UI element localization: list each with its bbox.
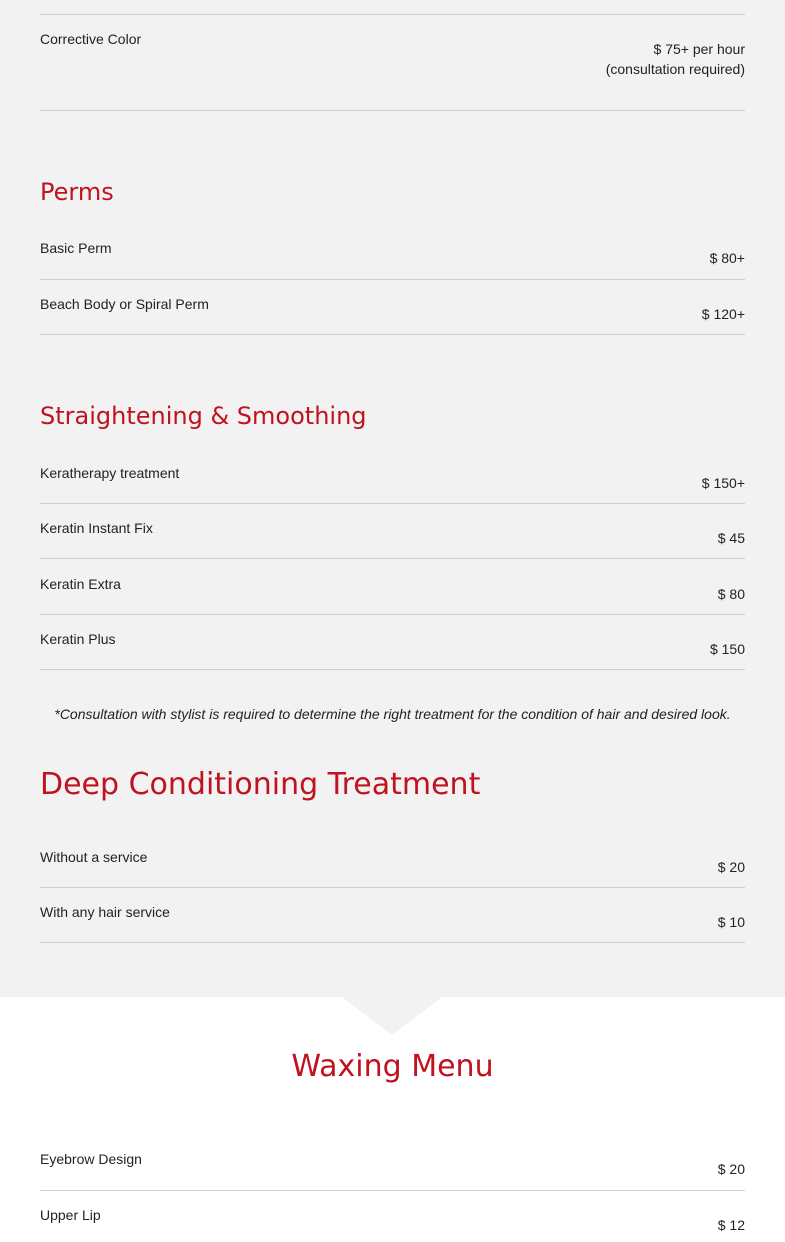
section-title-perms: Perms <box>40 178 114 206</box>
service-name: Upper Lip <box>40 1207 101 1223</box>
divider <box>40 14 745 15</box>
service-price: $ 150+ <box>701 475 745 491</box>
divider <box>40 110 745 111</box>
service-name: Beach Body or Spiral Perm <box>40 296 209 312</box>
section-notch-arrow <box>342 997 442 1035</box>
service-price: $ 10 <box>717 914 745 930</box>
service-name: With any hair service <box>40 904 170 920</box>
service-name-corrective-color: Corrective Color <box>40 31 142 47</box>
section-title-waxing: Waxing Menu <box>291 1049 494 1084</box>
divider <box>40 558 745 559</box>
divider <box>40 669 745 670</box>
service-name: Basic Perm <box>40 240 112 256</box>
service-name: Keratin Instant Fix <box>40 520 153 536</box>
service-price: $ 45 <box>717 530 745 546</box>
service-name: Without a service <box>40 849 148 865</box>
service-name: Keratherapy treatment <box>40 465 180 481</box>
divider <box>40 279 745 280</box>
service-price: $ 120+ <box>701 306 745 322</box>
service-price: $ 80 <box>717 586 745 602</box>
divider <box>40 887 745 888</box>
service-price-corrective-color: $ 75+ per hour (consultation required) <box>605 41 745 77</box>
consultation-note: *Consultation with stylist is required to determine the right treatment for the condition of hair and desired look. <box>54 706 731 722</box>
divider <box>40 942 745 943</box>
section-title-straightening: Straightening & Smoothing <box>40 402 367 430</box>
service-name: Eyebrow Design <box>40 1151 142 1167</box>
service-price: $ 20 <box>717 859 745 875</box>
divider <box>40 614 745 615</box>
divider <box>40 1190 745 1191</box>
service-price: $ 80+ <box>709 250 745 266</box>
service-price: $ 150 <box>709 641 745 657</box>
divider <box>40 503 745 504</box>
service-name: Keratin Plus <box>40 631 116 647</box>
service-price: $ 12 <box>717 1217 745 1233</box>
service-price: $ 20 <box>717 1161 745 1177</box>
service-name: Keratin Extra <box>40 576 121 592</box>
section-title-deep-conditioning: Deep Conditioning Treatment <box>40 767 481 802</box>
divider <box>40 334 745 335</box>
